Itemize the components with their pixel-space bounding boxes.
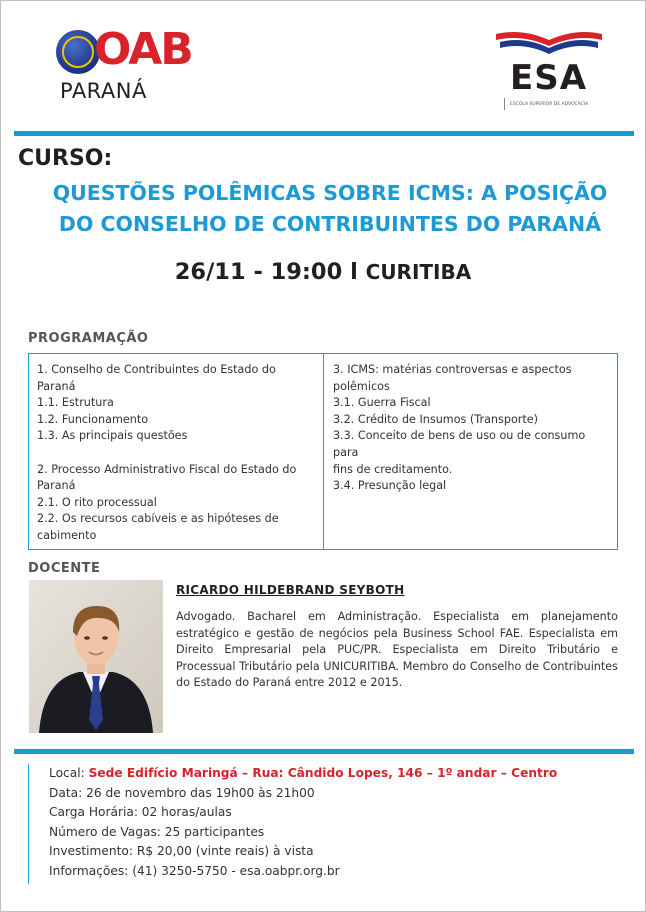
program-item: 1. Conselho de Contribuintes do Estado do Paraná (37, 363, 276, 393)
info-informacoes: Informações: (41) 3250-5750 - esa.oabpr.org.br (49, 863, 340, 878)
esa-logo (494, 26, 604, 112)
program-item: 3.4. Presunção legal (333, 479, 447, 493)
course-title-line-2: DO CONSELHO DE CONTRIBUINTES DO PARANÁ (58, 212, 602, 236)
esa-logo-divider (504, 98, 505, 110)
program-item: 2.2. Os recursos cabíveis e as hipóteses de (37, 512, 279, 526)
esa-logo-subtitle: ESCOLA SUPERIOR DE ADVOCACIA (510, 102, 589, 107)
course-city: CURITIBA (365, 260, 472, 284)
docente-name: RICARDO HILDEBRAND SEYBOTH (176, 583, 405, 597)
oab-globe-ring (62, 36, 94, 68)
programacao-box (28, 353, 618, 550)
course-datetime: 26/11 - 19:00 l (174, 259, 358, 285)
oab-parana-logo (54, 24, 192, 106)
program-item: cabimento (37, 528, 97, 542)
info-local-value: Sede Edifício Maringá – Rua: Cândido Lopes, 146 – 1º andar – Centro (88, 766, 558, 780)
info-vagas: Número de Vagas: 25 participantes (49, 824, 265, 839)
open-book-icon (494, 26, 604, 60)
docente-heading: DOCENTE (28, 561, 101, 576)
program-item: 3.1. Guerra Fiscal (333, 396, 431, 410)
docente-photo (29, 580, 163, 733)
program-item: 1.2. Funcionamento (37, 412, 149, 426)
info-local (49, 764, 628, 784)
info-investimento: Investimento: R$ 20,00 (vinte reais) à vista (49, 844, 314, 858)
info-carga-horaria: Carga Horária: 02 horas/aulas (49, 805, 232, 819)
course-label: CURSO: (18, 146, 113, 171)
oab-logo-subtitle: PARANÁ (60, 79, 147, 103)
docente-bio: Advogado. Bacharel em Administração. Especialista em planejamento estratégico e gestão de negócios pela Business School FAE. Especialista em Direito Empresarial pela PUC/PR. Especialista em Direito Tributário e Processual Tributário pela UNICURITIBA. Membro do Conselho de Contribuintes do Estado do Paraná entre 2012 e 2015. (176, 610, 618, 689)
bottom-divider-rule (14, 749, 634, 754)
program-item: 3.3. Conceito de bens de uso ou de consumo para (333, 429, 586, 459)
program-item: 1.1. Estrutura (37, 396, 114, 410)
program-item: polêmicos (333, 379, 390, 393)
oab-logo-letters: OAB (94, 24, 192, 75)
esa-logo-letters: ESA (510, 58, 588, 98)
program-item: 1.3. As principais questões (37, 429, 188, 443)
programacao-left-column (37, 362, 317, 545)
program-spacer (37, 445, 317, 462)
program-item: 2. Processo Administrativo Fiscal do Estado do (37, 462, 297, 476)
info-local-label: Local: (49, 766, 89, 780)
course-date-time (0, 256, 646, 288)
event-info (28, 764, 628, 884)
programacao-heading: PROGRAMAÇÃO (28, 331, 149, 346)
course-title (30, 178, 630, 240)
program-item: fins de creditamento. (333, 462, 453, 476)
top-divider-rule (14, 131, 634, 136)
program-item: Paraná (37, 479, 76, 493)
course-title-line-1: QUESTÕES POLÊMICAS SOBRE ICMS: A POSIÇÃO (52, 181, 608, 205)
program-item: 3. ICMS: matérias controversas e aspectos (333, 363, 572, 376)
program-item: 3.2. Crédito de Insumos (Transporte) (333, 412, 539, 426)
program-item: 2.1. O rito processual (37, 495, 157, 509)
programacao-column-divider (323, 354, 324, 549)
programacao-right-column (333, 362, 613, 495)
info-data: Data: 26 de novembro das 19h00 às 21h00 (49, 785, 315, 800)
